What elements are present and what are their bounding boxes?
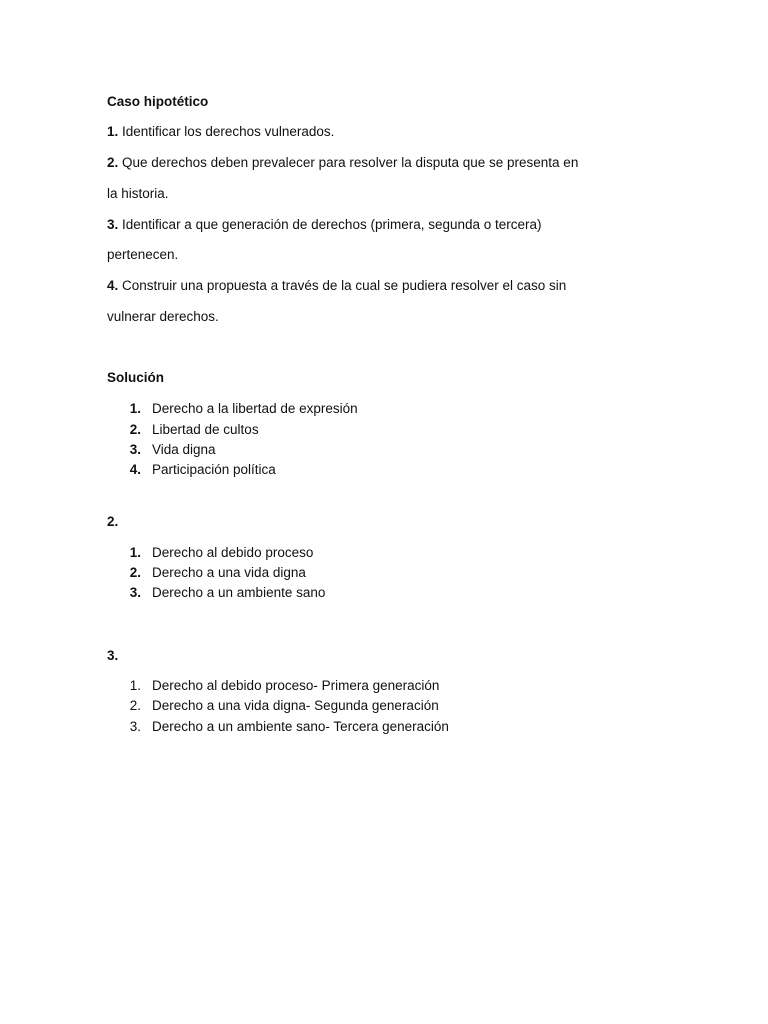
question-1: [107, 123, 334, 141]
list-item-number: 2.: [129, 565, 141, 580]
question-4-continuation: vulnerar derechos.: [107, 309, 219, 324]
question-2: [107, 154, 578, 172]
question-text: Identificar los derechos vulnerados.: [122, 124, 335, 139]
list-item: Derecho al debido proceso: [152, 545, 314, 560]
section-3-label: 3.: [107, 648, 119, 663]
list-item: Derecho a un ambiente sano: [152, 585, 326, 600]
section-2-label: 2.: [107, 514, 119, 529]
question-text: Construir una propuesta a través de la cual se pudiera resolver el caso sin: [122, 278, 567, 293]
list-item: Derecho al debido proceso- Primera generación: [152, 678, 440, 693]
list-item-number: 1.: [129, 678, 141, 693]
question-number: 1.: [107, 124, 119, 139]
list-item: Participación política: [152, 462, 276, 477]
list-item: Libertad de cultos: [152, 422, 259, 437]
question-text: Que derechos deben prevalecer para resolver la disputa que se presenta en: [122, 155, 579, 170]
solution-title: Solución: [107, 370, 164, 385]
list-item: Derecho a una vida digna- Segunda generación: [152, 698, 439, 713]
question-number: 3.: [107, 217, 119, 232]
list-item: Derecho a una vida digna: [152, 565, 306, 580]
list-item-number: 3.: [129, 719, 141, 734]
question-number: 4.: [107, 278, 119, 293]
list-item-number: 3.: [129, 585, 141, 600]
list-item-number: 2.: [129, 422, 141, 437]
list-item-number: 1.: [129, 545, 141, 560]
list-item: Derecho a la libertad de expresión: [152, 401, 358, 416]
list-item-number: 3.: [129, 442, 141, 457]
question-4: [107, 277, 566, 295]
question-3: [107, 216, 542, 234]
list-item: Derecho a un ambiente sano- Tercera generación: [152, 719, 449, 734]
list-item-number: 1.: [129, 401, 141, 416]
question-2-continuation: la historia.: [107, 186, 169, 201]
question-3-continuation: pertenecen.: [107, 247, 179, 262]
list-item-number: 2.: [129, 698, 141, 713]
question-number: 2.: [107, 155, 119, 170]
page-heading: Caso hipotético: [107, 94, 209, 109]
list-item: Vida digna: [152, 442, 216, 457]
question-text: Identificar a que generación de derechos (primera, segunda o tercera): [122, 217, 542, 232]
list-item-number: 4.: [129, 462, 141, 477]
